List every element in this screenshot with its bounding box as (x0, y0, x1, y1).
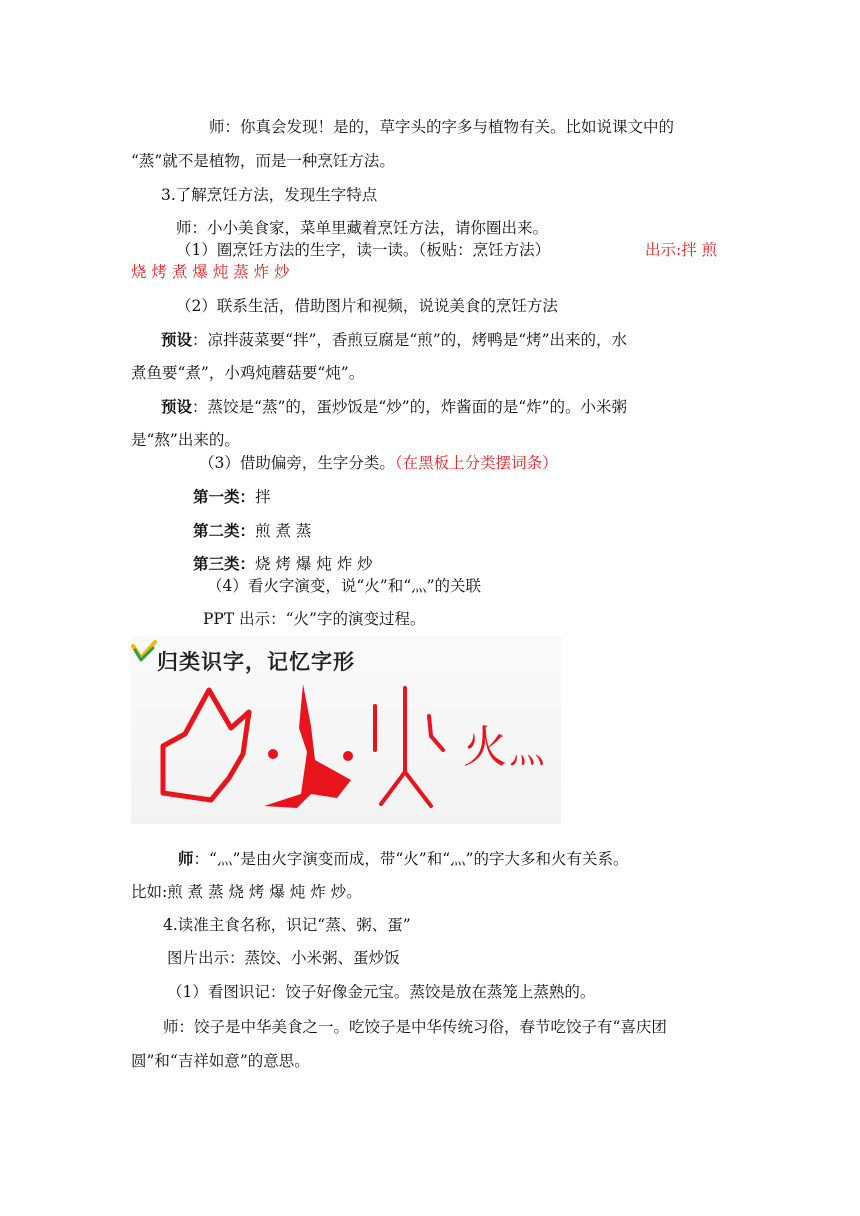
text-line: 圆”和“吉祥如意”的意思。 (131, 1052, 310, 1070)
check-icon (131, 640, 157, 666)
text-span: ：蒸饺是“蒸”的，蛋炒饭是“炒”的，炸酱面的是“炸”的。小米粥 (192, 398, 628, 416)
figure-title: 归类识字，记忆字形 (157, 650, 355, 674)
text-span: ：“灬”是由火字演变而成，带“火”和“灬”的字大多和火有关系。 (193, 850, 629, 868)
highlight-text: 出示:拌 煎 (645, 241, 718, 259)
seal-fire-stroke (429, 716, 443, 750)
text-line: （4）看火字演变，说“火”和“灬”的关联 (207, 577, 482, 595)
text-line: 图片出示：蒸饺、小米粥、蛋炒饭 (167, 949, 400, 967)
text-line: 师：饺子是中华美食之一。吃饺子是中华传统习俗，春节吃饺子有“喜庆团 (163, 1018, 667, 1036)
category-items: 拌 (255, 488, 271, 506)
label-bold: 师 (178, 849, 194, 868)
section-heading: 4.读准主食名称，识记“蒸、粥、蛋” (163, 916, 411, 934)
category-items: 烧 烤 爆 炖 炸 炒 (255, 555, 373, 573)
label-bold: 预设 (161, 397, 193, 416)
fire-evolution-art (131, 676, 561, 824)
text-span: （3）借助偏旁，生字分类。 (199, 454, 395, 472)
bronze-fire-glyph (264, 684, 351, 808)
category-line (193, 520, 311, 542)
category-line (193, 553, 373, 575)
text-line: （1）看图识记：饺子好像金元宝。蒸饺是放在蒸笼上蒸熟的。 (167, 983, 596, 1001)
modern-fire-char: 火 (463, 722, 507, 773)
text-line: （2）联系生活，借助图片和视频，说说美食的烹饪方法 (176, 297, 558, 315)
highlight-text: （在黑板上分类摆词条） (394, 454, 558, 472)
text-line: 煮鱼要“煮”，小鸡炖蘑菇要“炖”。 (131, 364, 365, 382)
bronze-dot-right (343, 751, 353, 761)
text-line: 比如:煎 煮 蒸 烧 烤 爆 炖 炸 炒。 (131, 883, 362, 901)
text-line: 是“熬”出来的。 (131, 431, 240, 449)
text-line: “蒸”就不是植物，而是一种烹饪方法。 (131, 152, 395, 170)
category-label: 第三类： (193, 554, 256, 573)
highlight-text: 烧 烤 煮 爆 炖 蒸 炸 炒 (131, 263, 290, 281)
text-line: 师：小小美食家，菜单里藏着烹饪方法，请你圈出来。 (176, 219, 549, 237)
label-bold: 预设 (161, 330, 193, 349)
category-label: 第二类： (193, 521, 256, 540)
category-items: 煎 煮 蒸 (255, 522, 312, 540)
seal-fire-stroke (381, 688, 405, 804)
text-span: ：凉拌菠菜要“拌”，香煎豆腐是“煎”的，烤鸭是“烤”出来的，水 (192, 331, 628, 349)
seal-fire-stroke (405, 772, 431, 806)
text-line: （1）圈烹饪方法的生字，读一读。（板贴：烹饪方法） (176, 241, 551, 259)
oracle-fire-glyph (163, 690, 249, 800)
category-line (193, 486, 271, 508)
evolution-figure (131, 636, 561, 824)
text-line (199, 452, 558, 474)
text-line: PPT 出示：“火”字的演变过程。 (203, 610, 426, 628)
text-line: 师：你真会发现！是的，草字头的字多与植物有关。比如说课文中的 (209, 118, 675, 136)
text-line (161, 396, 627, 418)
text-line (178, 848, 629, 870)
text-line (161, 329, 627, 351)
section-heading: 3.了解烹饪方法，发现生字特点 (161, 186, 378, 204)
fire-radical-char: 灬 (509, 730, 546, 771)
category-label: 第一类： (193, 487, 256, 506)
bronze-dot-left (268, 749, 278, 759)
